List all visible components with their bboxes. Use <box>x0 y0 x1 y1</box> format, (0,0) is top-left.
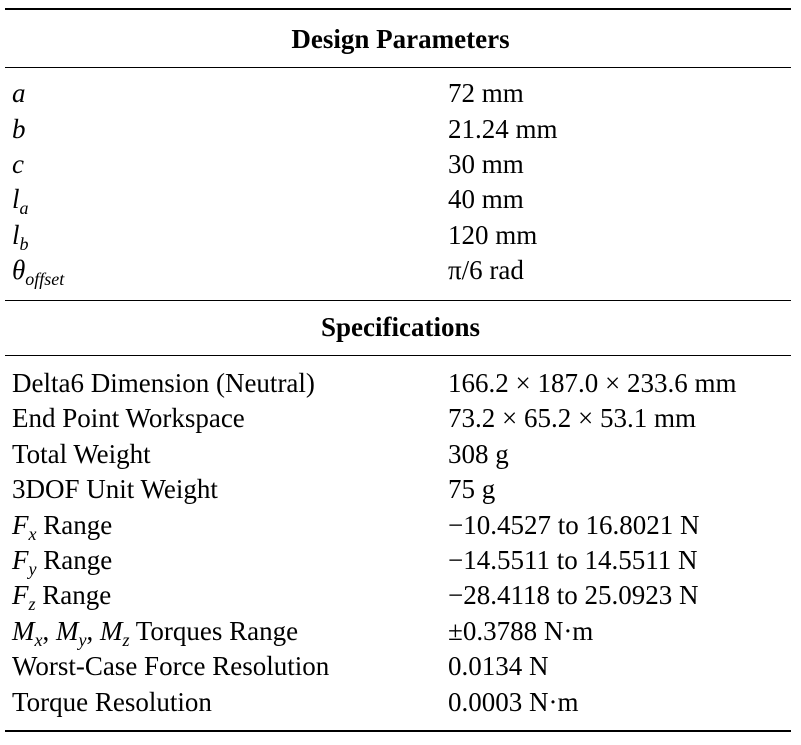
param-value: π/6 rad <box>448 255 524 285</box>
spec-value: 166.2 × 187.0 × 233.6 mm <box>448 368 737 398</box>
param-value: 40 mm <box>448 184 524 214</box>
specifications-heading: Specifications <box>321 312 480 342</box>
spec-label: Delta6 Dimension (Neutral) <box>12 368 315 398</box>
spec-label: $F_x$ Range <box>12 510 113 544</box>
spec-label: $M_x$, $M_y$, $M_z$ Torques Range <box>12 616 299 650</box>
table-row <box>0 366 801 400</box>
header-rule <box>5 355 791 356</box>
table-row <box>0 112 801 146</box>
spec-label: Worst-Case Force Resolution <box>12 651 330 681</box>
param-value: 72 mm <box>448 78 524 108</box>
table-row <box>0 401 801 435</box>
table-row <box>0 253 801 287</box>
spec-value: 308 g <box>448 439 509 469</box>
spec-label: $F_y$ Range <box>12 545 113 579</box>
spec-value: 0.0003 N·m <box>448 687 579 717</box>
spec-value: 75 g <box>448 474 496 504</box>
table-row <box>0 182 801 216</box>
param-label: c <box>12 149 24 179</box>
param-label: b <box>12 114 26 144</box>
param-label: $l_b$ <box>12 220 29 254</box>
param-value: 21.24 mm <box>448 114 558 144</box>
spec-value: 73.2 × 65.2 × 53.1 mm <box>448 403 696 433</box>
param-label: a <box>12 78 26 108</box>
table-row <box>0 614 801 648</box>
spec-value: 0.0134 N <box>448 651 549 681</box>
spec-label: Torque Resolution <box>12 687 212 717</box>
table-row <box>0 649 801 683</box>
table-row <box>0 472 801 506</box>
table-row <box>0 76 801 110</box>
design-parameters-heading: Design Parameters <box>291 24 510 54</box>
spec-label: $F_z$ Range <box>12 580 112 614</box>
spec-label: End Point Workspace <box>12 403 245 433</box>
spec-value: −14.5511 to 14.5511 N <box>448 545 698 575</box>
param-label: $\theta_{offset}$ <box>12 255 65 289</box>
table-row <box>0 685 801 719</box>
table-row <box>0 578 801 612</box>
param-value: 120 mm <box>448 220 538 250</box>
table-row <box>0 508 801 542</box>
table-row <box>0 543 801 577</box>
spec-value: −10.4527 to 16.8021 N <box>448 510 700 540</box>
bottom-rule <box>5 730 791 732</box>
header-rule <box>5 67 791 68</box>
section-rule <box>5 300 791 301</box>
spec-label: Total Weight <box>12 439 151 469</box>
param-value: 30 mm <box>448 149 524 179</box>
top-rule <box>5 8 791 10</box>
spec-value: −28.4118 to 25.0923 N <box>448 580 699 610</box>
table-row <box>0 147 801 181</box>
table-row <box>0 437 801 471</box>
param-label: $l_a$ <box>12 184 29 218</box>
spec-label: 3DOF Unit Weight <box>12 474 218 504</box>
spec-value: ±0.3788 N·m <box>448 616 594 646</box>
table-row <box>0 218 801 252</box>
